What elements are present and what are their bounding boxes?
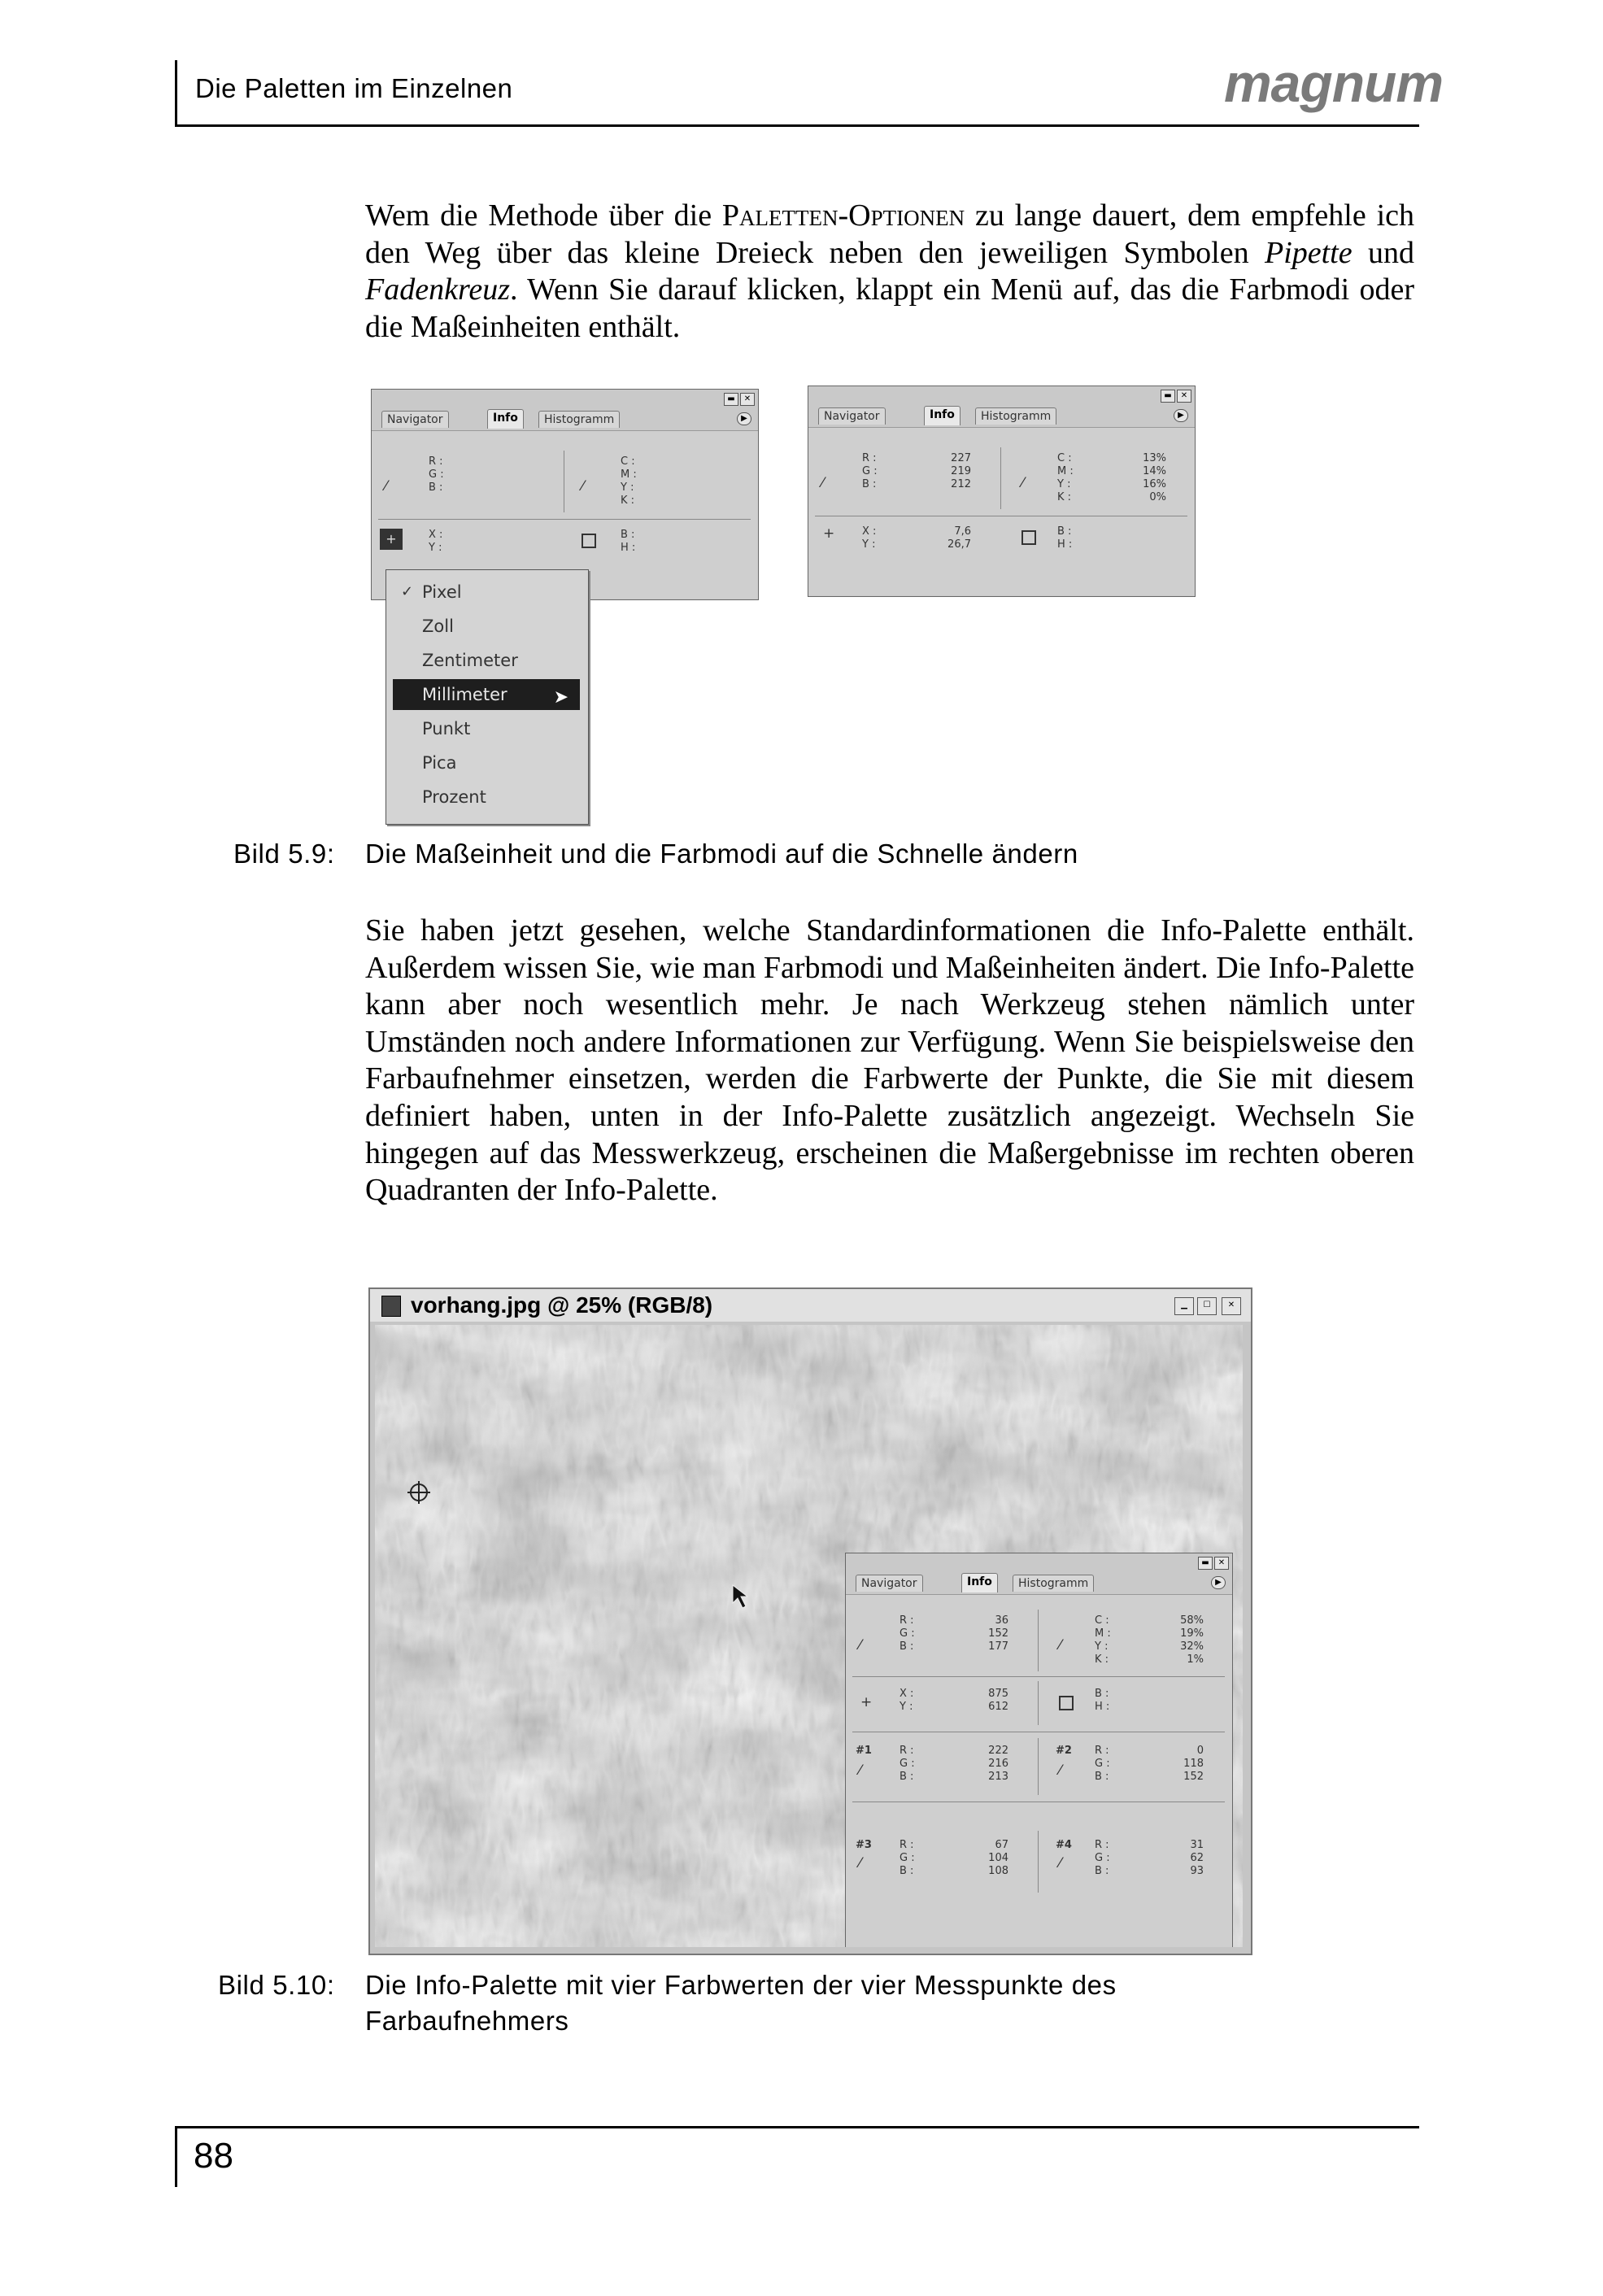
sampler-2-values: 0 118 152 [1183, 1745, 1204, 1783]
cmyk-labels: C : M : Y : K : [621, 455, 637, 507]
crosshair-icon-pressed[interactable]: + [380, 529, 403, 550]
info-palette-overlay [845, 1553, 1233, 1947]
quadrant-divider [1038, 1610, 1039, 1671]
palette-tabs [846, 1571, 1232, 1594]
selection-size-icon [582, 534, 596, 548]
quadrant-divider [1038, 1681, 1039, 1725]
rgb-values: 36 152 177 [988, 1614, 1008, 1653]
running-header: Die Paletten im Einzelnen [195, 73, 513, 103]
close-button[interactable]: ✕ [1222, 1297, 1241, 1315]
crosshair-icon: + [823, 525, 835, 542]
eyedropper-icon: ⁄ [859, 1855, 861, 1871]
window-titlebar [370, 1289, 1251, 1322]
quadrant-divider [852, 1676, 1225, 1677]
eyedropper-icon: ⁄ [1059, 1637, 1061, 1653]
rgb-labels: R : G : B : [900, 1614, 915, 1653]
rgb-labels: R : G : B : [429, 455, 444, 494]
menu-item-zentimeter[interactable]: Zentimeter [422, 651, 518, 670]
menu-reference: Paletten-Optionen [721, 198, 965, 233]
bh-labels: B : H : [1057, 525, 1073, 551]
menu-item-zoll[interactable]: Zoll [422, 616, 454, 636]
palette-tabs [372, 407, 758, 430]
close-button[interactable]: ✕ [1214, 1557, 1229, 1570]
caption-text: Die Maßeinheit und die Farbmodi auf die Schnelle ändern [365, 839, 1078, 869]
xy-values: 7,6 26,7 [947, 525, 971, 551]
sampler-1-labels: R : G : B : [900, 1745, 915, 1783]
tab-navigator[interactable]: Navigator [381, 411, 449, 428]
minimize-button[interactable]: ▬ [724, 393, 738, 406]
sampler-4-tag: #4 [1056, 1839, 1072, 1851]
tab-navigator[interactable]: Navigator [818, 407, 886, 425]
close-button[interactable]: ✕ [740, 393, 755, 406]
body-paragraph-1: Wem die Methode über die Paletten-Optionen zu lange dauert, dem empfehle ich den Weg über das kleine Dreieck neben den jeweiligen Symbolen Pipette und Fadenkreuz. Wenn Sie darauf klicken, klappt ein Menü auf, das die Farbmodi oder die Maßeinheiten enthält. [365, 198, 1414, 344]
caption-text: Die Info-Palette mit vier Farbwerten der vier Messpunkte des Farbaufnehmers [365, 1970, 1117, 2036]
sampler-4-values: 31 62 93 [1190, 1839, 1204, 1877]
sampler-2-tag: #2 [1056, 1745, 1072, 1757]
sampler-1-values: 222 216 213 [988, 1745, 1008, 1783]
body-paragraph-2: Sie haben jetzt gesehen, welche Standardinformationen die Info-Palette enthält. Außerdem wissen Sie, wie man Farbmodi und Maßeinheiten ändert. Die Info-Palette kann aber noch wesentlich mehr. Je nach Werkzeug stehen nämlich unter Umständen noch andere Informationen zur Verfügung. Wenn Sie beispielsweise den Farbaufnehmer einsetzen, werden die Farbwerte der Punkte, die Sie mit diesem definiert haben, unten in der Info-Palette zusätzlich angezeigt. Wechseln Sie hingegen auf das Messwerkzeug, erscheinen die Maßergebnisse im rechten oberen Quadranten der Info-Palette. [365, 913, 1414, 1208]
rgb-labels: R : G : B : [862, 452, 878, 490]
selection-size-icon [1059, 1696, 1074, 1710]
info-palette-left [371, 389, 759, 600]
eyedropper-icon: ⁄ [821, 475, 824, 491]
minimize-button[interactable]: ▬ [1161, 390, 1175, 403]
eyedropper-icon: ⁄ [1021, 475, 1024, 491]
eyedropper-icon: ⁄ [385, 478, 387, 494]
menu-item-pixel[interactable]: ✓ Pixel [393, 577, 580, 608]
sampler-1-tag: #1 [856, 1745, 872, 1757]
sampler-4-labels: R : G : B : [1095, 1839, 1110, 1877]
sampler-3-tag: #3 [856, 1839, 872, 1851]
tab-info[interactable]: Info [961, 1573, 998, 1592]
eyedropper-icon: ⁄ [1059, 1855, 1061, 1871]
tool-name: Pipette [1264, 235, 1353, 270]
bh-labels: B : H : [1095, 1688, 1110, 1713]
palette-titlebar [372, 390, 758, 407]
image-canvas[interactable] [375, 1325, 1243, 1947]
header-rule-vertical [175, 60, 177, 127]
header-rule [175, 124, 1419, 127]
rgb-values: 227 219 212 [951, 452, 971, 490]
selection-size-icon [1021, 530, 1036, 545]
footer-rule [175, 2126, 1419, 2128]
tab-histogram[interactable]: Histogramm [975, 407, 1056, 425]
menu-item-prozent[interactable]: Prozent [422, 787, 486, 807]
quadrant-divider [1038, 1738, 1039, 1795]
palette-menu-arrow-icon[interactable]: ▶ [1174, 409, 1188, 422]
cmyk-values: 13% 14% 16% 0% [1143, 452, 1166, 503]
image-document-window [368, 1287, 1252, 1955]
publisher-logo: magnum [1224, 53, 1444, 113]
tab-histogram[interactable]: Histogramm [538, 411, 620, 428]
minimize-button[interactable]: ▬ [1198, 1557, 1213, 1570]
close-button[interactable]: ✕ [1177, 390, 1191, 403]
eyedropper-icon: ⁄ [1059, 1762, 1061, 1779]
palette-body [808, 427, 1195, 595]
quadrant-divider [1000, 447, 1001, 509]
sampler-2-labels: R : G : B : [1095, 1745, 1110, 1783]
mouse-pointer-icon: ➤ [553, 687, 568, 708]
palette-menu-arrow-icon[interactable]: ▶ [737, 412, 751, 425]
tab-navigator[interactable]: Navigator [856, 1575, 923, 1592]
xy-values: 875 612 [988, 1688, 1008, 1713]
eyedropper-icon: ⁄ [859, 1637, 861, 1653]
figure-number: Bild 5.10: [218, 1970, 335, 2000]
xy-labels: X : Y : [429, 529, 443, 554]
figure-caption [233, 836, 1421, 872]
figure-number: Bild 5.9: [233, 839, 335, 869]
footer-rule-vertical [175, 2126, 177, 2187]
cmyk-values: 58% 19% 32% 1% [1180, 1614, 1204, 1666]
sampler-3-values: 67 104 108 [988, 1839, 1008, 1877]
sampler-3-labels: R : G : B : [900, 1839, 915, 1877]
menu-item-pica[interactable]: Pica [422, 753, 457, 773]
xy-labels: X : Y : [862, 525, 877, 551]
tab-info[interactable]: Info [487, 409, 524, 429]
units-dropdown-menu [386, 569, 589, 825]
bh-labels: B : H : [621, 529, 636, 554]
check-icon: ✓ [401, 583, 414, 600]
palette-tabs [808, 404, 1195, 427]
xy-labels: X : Y : [900, 1688, 914, 1713]
cmyk-labels: C : M : Y : K : [1057, 452, 1074, 503]
cmyk-labels: C : M : Y : K : [1095, 1614, 1111, 1666]
quadrant-divider [1038, 1831, 1039, 1893]
palette-titlebar [808, 386, 1195, 404]
palette-body [846, 1594, 1232, 1947]
palette-titlebar [846, 1553, 1232, 1571]
eyedropper-icon: ⁄ [582, 478, 584, 494]
info-palette-right [808, 386, 1196, 597]
tab-histogram[interactable]: Histogramm [1013, 1575, 1094, 1592]
page-number: 88 [194, 2136, 233, 2176]
document-icon [381, 1296, 401, 1317]
window-title: vorhang.jpg @ 25% (RGB/8) [411, 1292, 713, 1318]
menu-item-millimeter[interactable]: Millimeter ➤ [393, 679, 580, 710]
minimize-button[interactable]: ▁ [1174, 1297, 1194, 1315]
menu-item-punkt[interactable]: Punkt [422, 719, 471, 738]
crosshair-icon: + [860, 1694, 873, 1710]
maximize-button[interactable]: ☐ [1197, 1297, 1217, 1315]
tool-name: Fadenkreuz [365, 272, 510, 307]
tab-info[interactable]: Info [924, 406, 960, 425]
eyedropper-icon: ⁄ [859, 1762, 861, 1779]
palette-menu-arrow-icon[interactable]: ▶ [1211, 1576, 1226, 1589]
figure-caption [218, 1967, 1422, 2039]
quadrant-divider [378, 519, 751, 520]
